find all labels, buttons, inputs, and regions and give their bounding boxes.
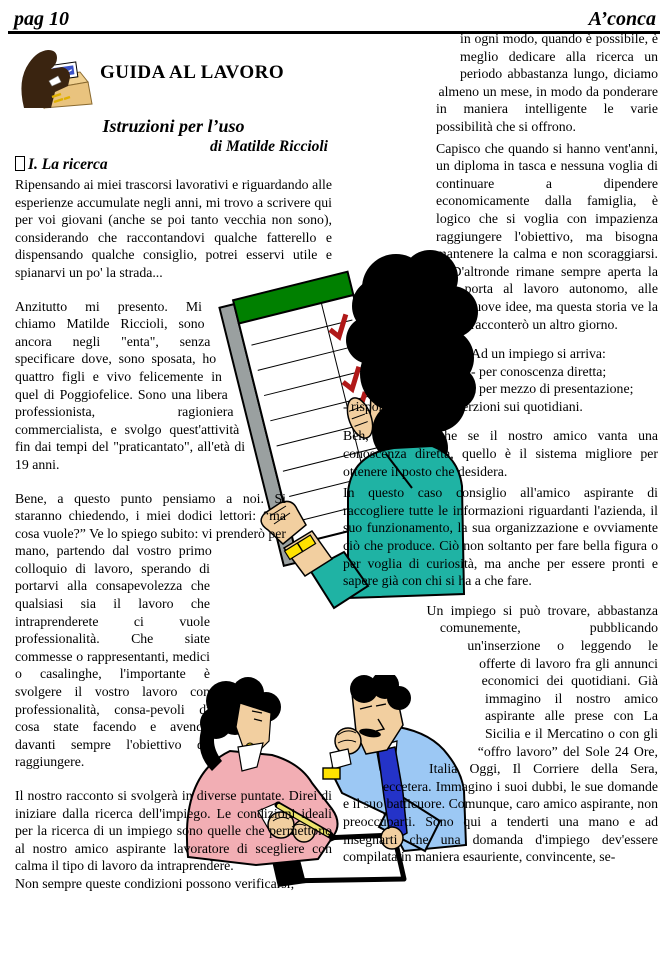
paragraph: Anzitutto mi presento. Mi chiamo Matilde Riccioli, sono ancora negli "enta", senza specificare dove, sono sposata, ho quattro figli e vivo felicemente in quel di Poggiofelice. Sono una libera professionista, ragioniera commercialista, e svolgo quest'attività fin dai tempi del "praticantato", all'età di 19 anni. bbox=[15, 298, 246, 472]
section-heading bbox=[15, 156, 108, 174]
page-number: pag 10 bbox=[14, 8, 69, 30]
paragraph: In questo caso consiglio all'amico aspirante di raccogliere tutte le informazioni riguardanti l'azienda, il suo funzionamento, la sua organizzazione e ovviamente ciò che produce. Ciò non soltanto per fare bella figura o per voglia di curiosità, ma anche per essere pronti e sapere già con chi si ha a che fare. bbox=[343, 485, 658, 589]
paragraph: Beh, è ovvio che se il nostro amico vanta una conoscenza diretta, quello è il sistema migliore per ottenere il posto che desidera. bbox=[343, 428, 658, 479]
section-heading-text: I. La ricerca bbox=[28, 156, 108, 173]
list-item: - rispondendo alle inserzioni sui quotidiani. bbox=[343, 398, 583, 414]
paragraph: Non sempre queste condizioni possono verificarsi; bbox=[15, 875, 295, 891]
section-title: GUIDA AL LAVORO bbox=[100, 62, 285, 83]
list-item: - per mezzo di presentazione; bbox=[471, 381, 634, 397]
article-title: Istruzioni per l’uso bbox=[102, 116, 245, 136]
paragraph: Un impiego si può trovare, abbastanza comunemente, pubblicando un'inserzione o leggendo le offerte di lavoro fra gli annunci economici dei quotidiani. Già immagino il nostro amico aspirante alle prese con La Sicilia e il Mercatino o con gli “offro lavoro” del Sole 24 Ore, Italia Oggi, Il Corriere della Sera, eccetera. Immagino i suoi dubbi, le sue domande e il suo batticuore. Comunque, caro amico aspirante, non preoccuparti. Sono qui a tenderti una mano e ad insegnarti che una domanda d'impiego dev'essere compilata in maniera esauriente, convincente, se- bbox=[343, 602, 658, 865]
paragraph: in ogni modo, quando è possibile, è meglio dedicare alla ricerca un periodo abbastanza lungo, diciamo almeno un mese, in modo da ponderare in maniera intelligente le varie possibilità che si offrono. bbox=[436, 31, 658, 134]
paragraph: Il nostro racconto si svolgerà in diverse puntate. Direi di iniziare dalla ricerca dell'impiego. Le condizioni ideali per la ricerca di un impiego sono quelle che permettono al nostro amico aspirante lavoratore di scegliere con calma il tipo di lavoro da intraprendere. bbox=[15, 788, 332, 874]
right-column bbox=[343, 30, 658, 879]
list-intro: Ad un impiego si arriva: bbox=[471, 346, 606, 362]
paragraph: Bene, a questo punto pensiamo a noi. Si staranno chiedendo, i miei dodici lettori: “ma cosa vuole?” Ve lo spiego subito: vi prenderò per mano, partendo dal vostro primo colloquio di lavoro, sperando di portarvi alla consapevolezza che qualsiasi sia il lavoro che intraprenderete ci vuole professionalità. Che siate commesse o rappresentanti, medici o casalinghe, l'importante è svolgere il vostro lavoro con professionalità, consa-pevoli di cosa state facendo e avendo davanti sempre l'obiettivo da raggiungere. bbox=[15, 490, 287, 770]
arrival-methods-list bbox=[343, 363, 658, 416]
paragraph: Ripensando ai miei trascorsi lavorativi e riguardando alle esperienze accumulate negli anni, mi trovo a scrivere qui per voi giovani (anche se poi tanto vecchia non sono), considerando che raccontandovi qualche fatterello e dispensando qualche consiglio, potrei esservi utile e spianarvi un po' la strada... bbox=[15, 177, 332, 280]
paragraph: Capisco che quando si hanno vent'anni, un diploma in tasca e nessuna voglia di continuare a dipendere economicamente dalla famiglia, è logico che si voglia con impazienza raggiungere l'obiettivo, ma bisogna mantenere la calma e non scoraggiarsi. D'altronde rimane sempre aperta la porta al lavoro autonomo, alle nuove idee, ma questa storia ve la racconterò un altro giorno. bbox=[436, 140, 658, 332]
left-column bbox=[15, 176, 332, 893]
publication-name: A’conca bbox=[588, 8, 656, 30]
article-byline: di Matilde Riccioli bbox=[210, 138, 328, 155]
list-item: - per conoscenza diretta; bbox=[471, 363, 607, 379]
scribe-at-desk-icon bbox=[14, 42, 96, 110]
missing-glyph-box-icon bbox=[15, 156, 25, 171]
